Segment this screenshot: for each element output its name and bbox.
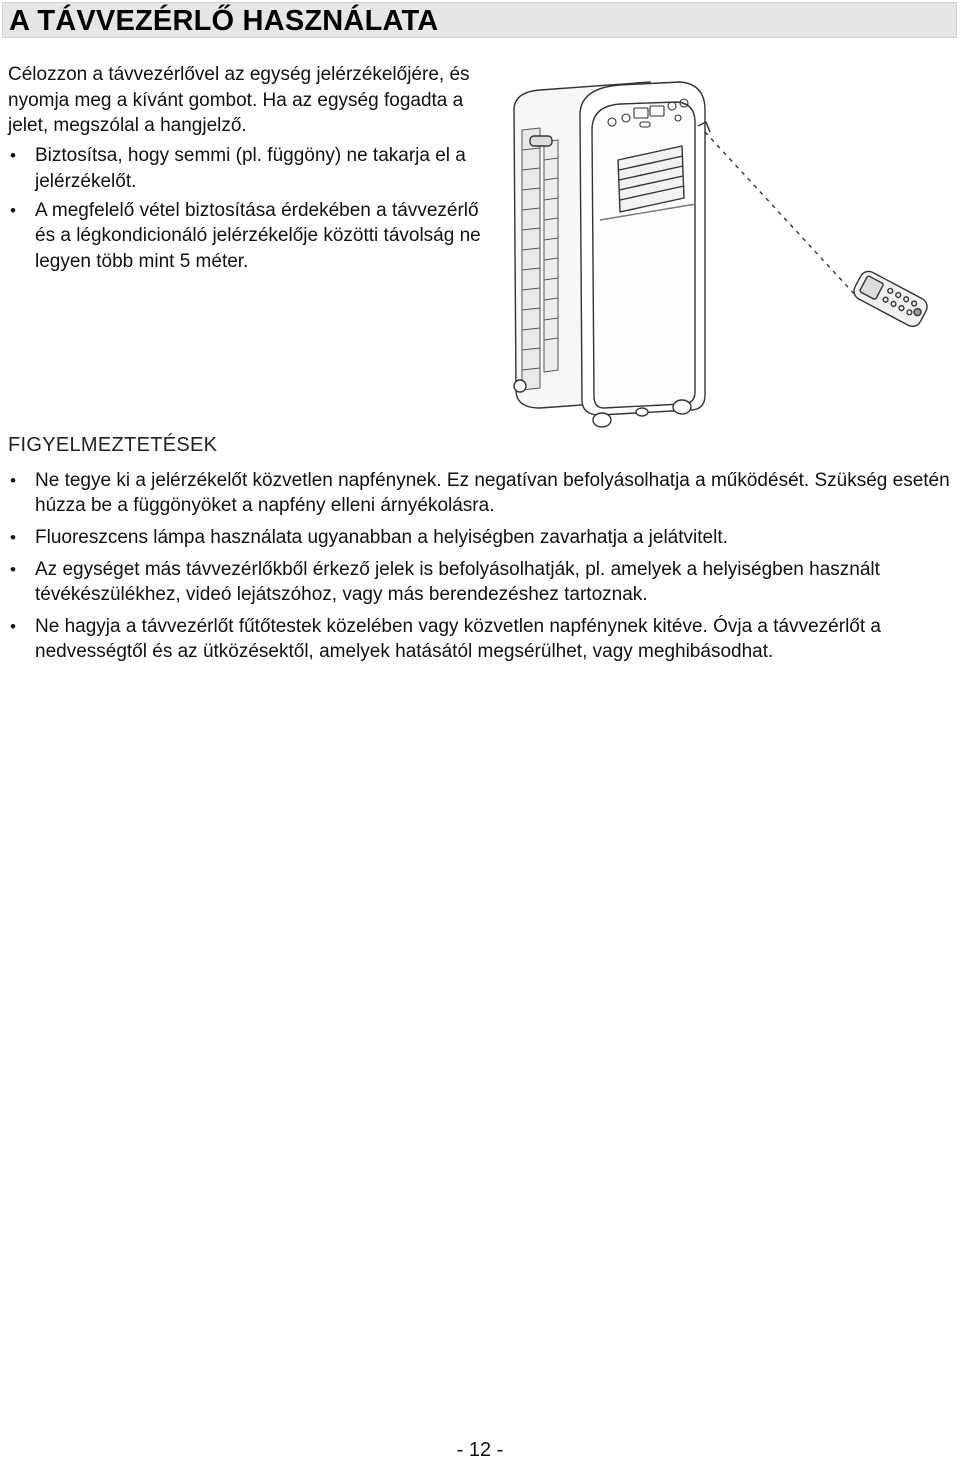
intro-bullet-list bbox=[8, 143, 488, 275]
intro-bullet-item: • A megfelelő vétel biztosítása érdekében a távvezérlő és a légkondicionáló jelérzékelője közötti távolság ne legyen több mint 5 méter. bbox=[8, 198, 488, 275]
intro-bullet-item: • Biztosítsa, hogy semmi (pl. függöny) ne takarja el a jelérzékelőt. bbox=[8, 143, 488, 194]
warnings-list bbox=[8, 468, 953, 664]
warning-item: • Az egységet más távvezérlőkből érkező jelek is befolyásolhatják, pl. amelyek a helyiségben használt tévékészülékhez, videó lejátszóhoz, vagy más berendezéshez tartoznak. bbox=[8, 557, 953, 607]
signal-line bbox=[705, 132, 858, 298]
side-vent-grille bbox=[522, 128, 558, 390]
page-number: - 12 - bbox=[456, 1439, 504, 1461]
warnings-section bbox=[8, 468, 953, 671]
warning-item: • Ne tegye ki a jelérzékelőt közvetlen napfénynek. Ez negatívan befolyásolhatja a működését. Szükség esetén húzza be a függönyöket a napfény elleni árnyékolásra. bbox=[8, 468, 953, 518]
title-bar bbox=[2, 2, 957, 38]
remote-control-icon bbox=[851, 268, 930, 329]
page-title: A TÁVVEZÉRLŐ HASZNÁLATA bbox=[9, 5, 439, 37]
warning-item: • Ne hagyja a távvezérlőt fűtőtestek közelében vagy közvetlen napfénynek kitéve. Óvja a távvezérlőt a nedvességtől és az ütközésektől, amelyek hatásától megsérülhet, vagy meghibásodhat. bbox=[8, 614, 953, 664]
warning-item: • Fluoreszcens lámpa használata ugyanabban a helyiségben zavarhatja a jelátvitelt. bbox=[8, 525, 953, 550]
warnings-heading: FIGYELMEZTETÉSEK bbox=[8, 434, 218, 456]
intro-paragraph: Célozzon a távvezérlővel az egység jelérzékelőjére, és nyomja meg a kívánt gombot. Ha az egység fogadta a jelet, megszólal a hangjelző. bbox=[8, 64, 470, 137]
air-conditioner-remote-illustration bbox=[500, 70, 940, 435]
intro-section bbox=[8, 62, 488, 278]
